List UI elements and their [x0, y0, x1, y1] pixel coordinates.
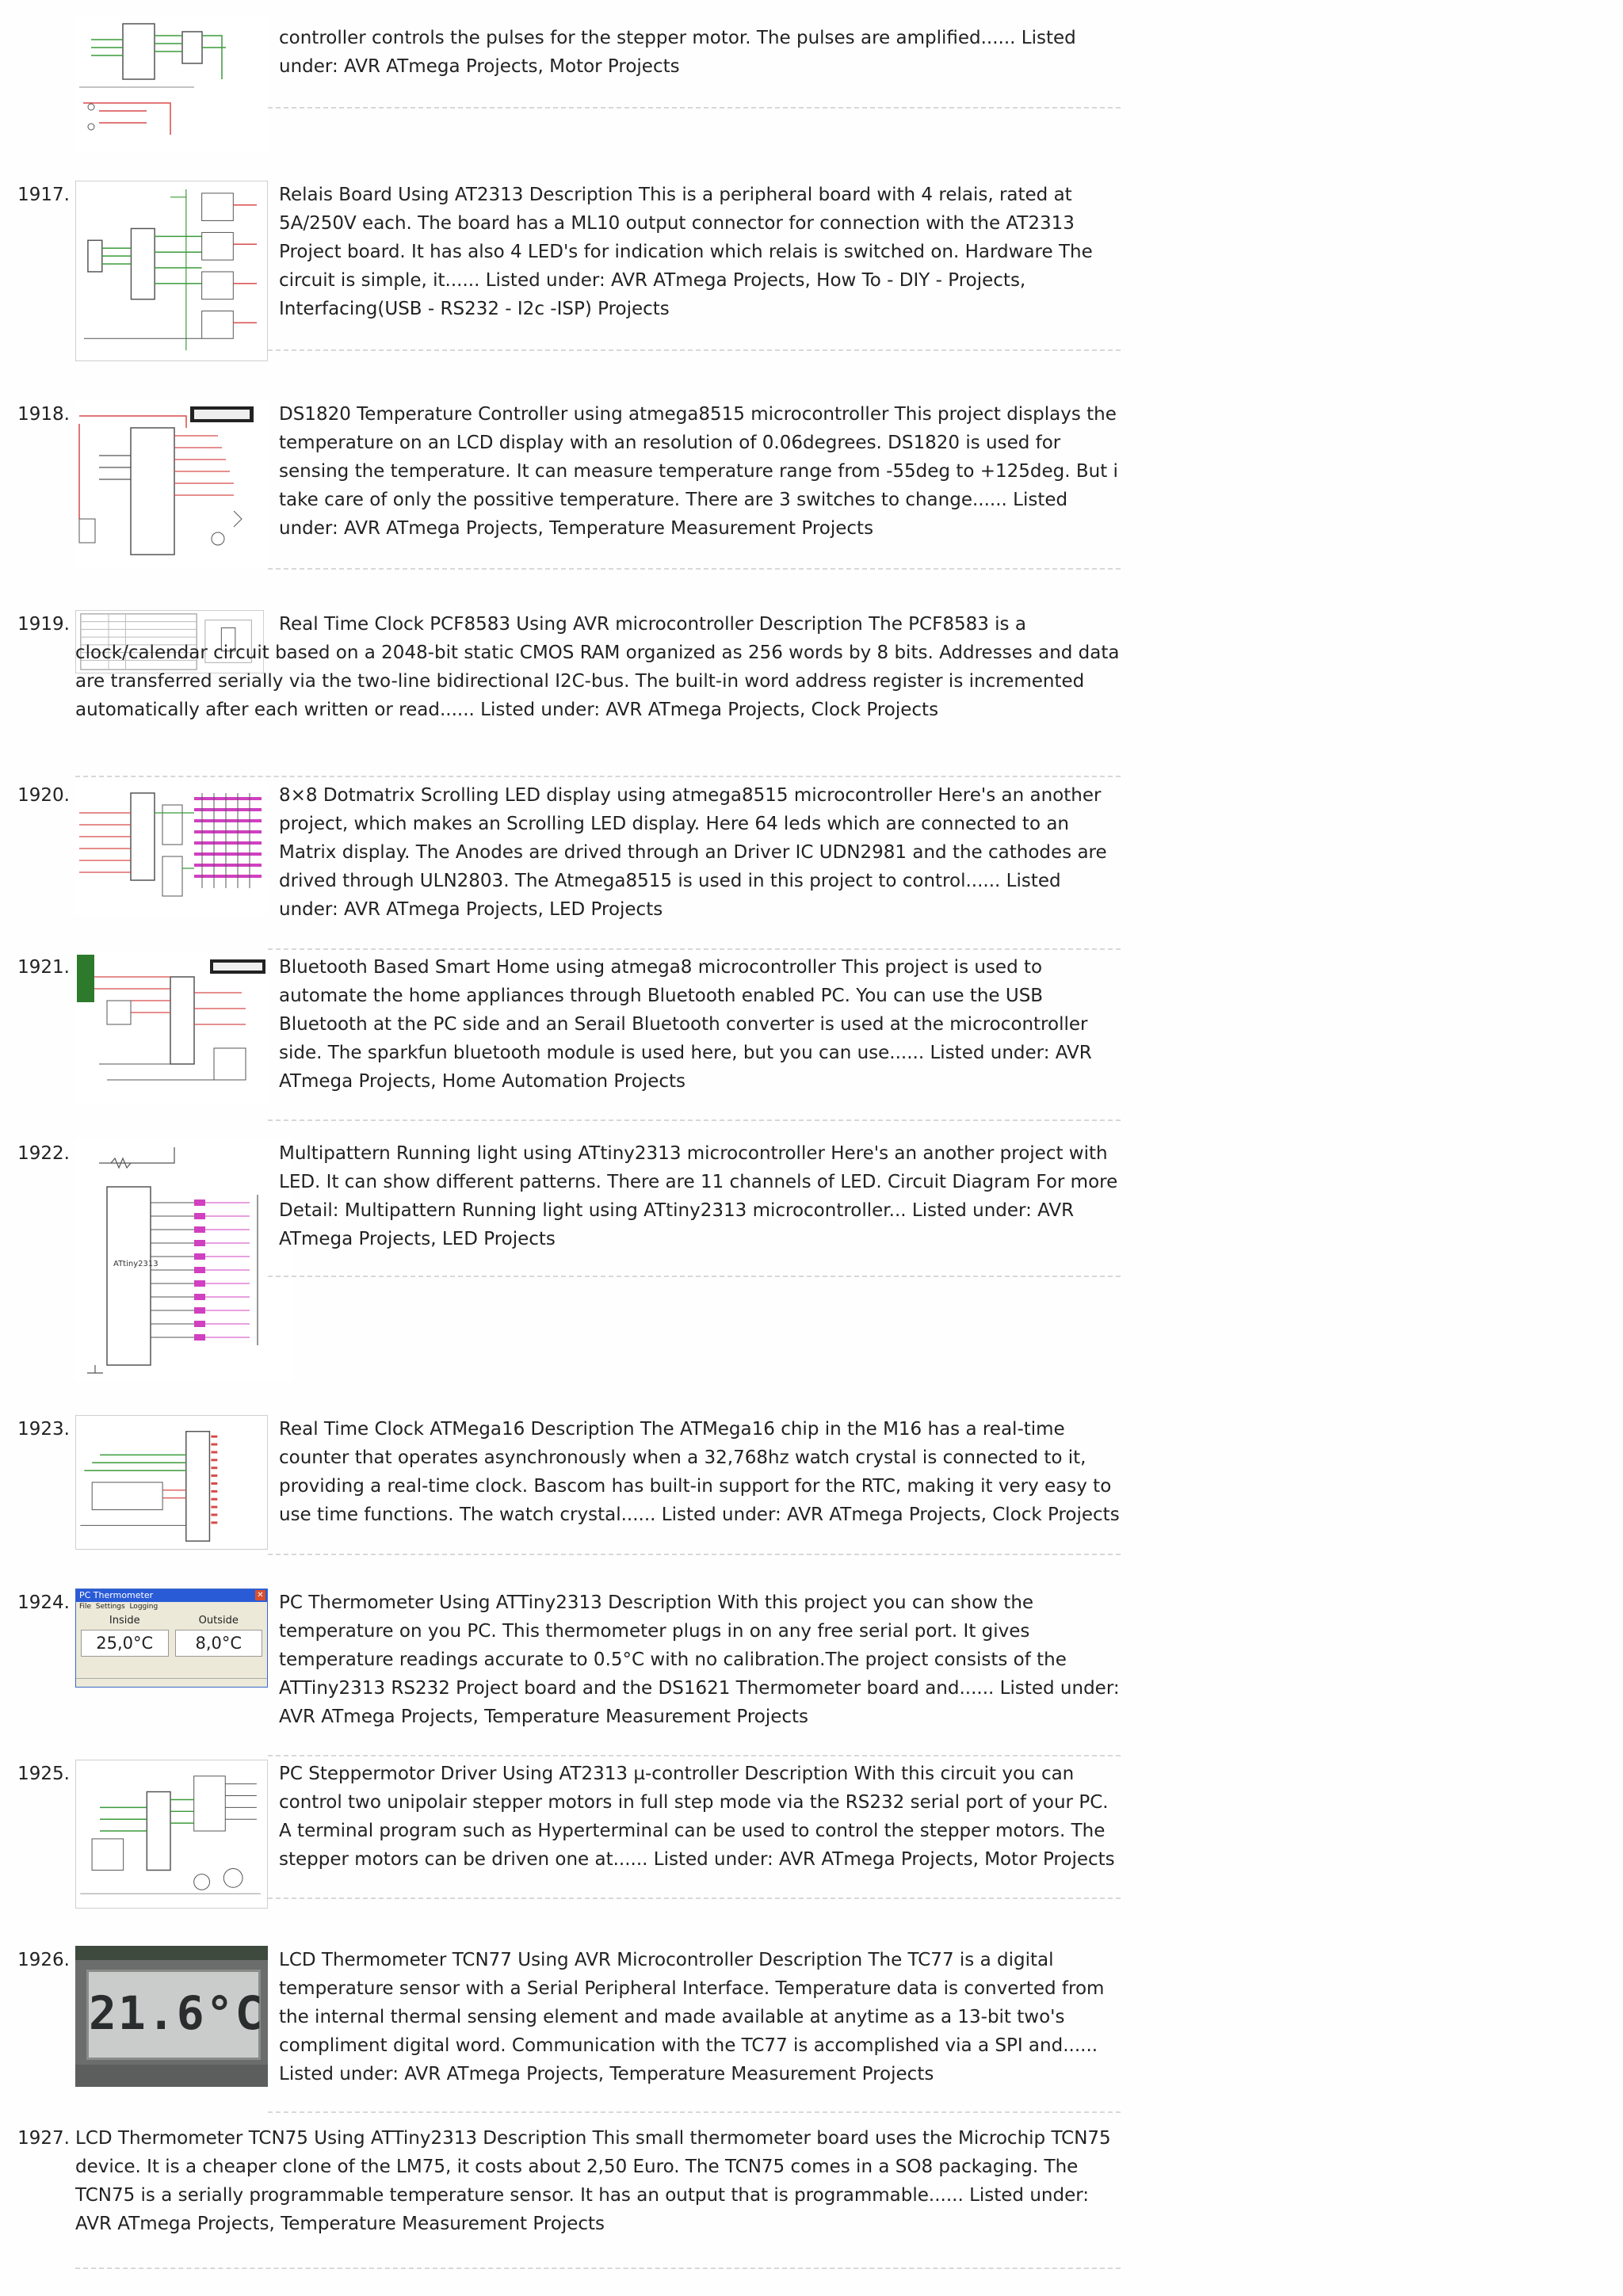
schematic-thumbnail[interactable] [75, 181, 268, 361]
outside-label: Outside [198, 1615, 239, 1627]
window-title-bar [76, 1589, 267, 1602]
entry-description: 8×8 Dotmatrix Scrolling LED display using atmega8515 microcontroller Here's an another project, which makes an Scrolling LED display. Here 64 leds which are connected to an Matrix display. The Anodes are drived through an Driver IC UDN2981 and the cathodes are drived through ULN2803. The Atmega8515 is used in this project to control...... Listed under: AVR ATmega Projects, LED Projects [279, 785, 1107, 920]
entry-number: 1919. [17, 614, 70, 635]
schematic-thumbnail[interactable] [75, 953, 268, 1104]
menu-logging[interactable]: Logging [129, 1603, 158, 1611]
separator [268, 948, 1121, 950]
separator [75, 776, 1121, 777]
inside-value: 25,0°C [81, 1630, 169, 1657]
entry-description: Relais Board Using AT2313 Description This is a peripheral board with 4 relais, rated at 5A/250V each. The board has a ML10 output connector for connection with the AT2313 Project board. It has also 4 LED's for indication which relais is switched on. Hardware The circuit is simple, it...... Listed under: AVR ATmega Projects, How To - DIY - Projects, Interfacing(USB - RS232 - I2c -ISP) Projects [279, 185, 1093, 319]
separator [268, 1554, 1121, 1555]
schematic-thumbnail[interactable] [75, 1760, 268, 1909]
schematic-thumbnail[interactable] [75, 1139, 293, 1381]
menu-file[interactable]: File [79, 1603, 92, 1611]
entry-number: 1924. [17, 1592, 70, 1613]
entry-description: Multipattern Running light using ATtiny2313 microcontroller Here's an another project with LED. It can show different patterns. There are 11 channels of LED. Circuit Diagram For more Detail: Multipattern Running light using ATtiny2313 microcontroller... Listed under: AVR ATmega Projects, LED Projects [279, 1143, 1118, 1249]
entry-description: controller controls the pulses for the stepper motor. The pulses are amplified...... Listed under: AVR ATmega Projects, Motor Projects [279, 28, 1076, 77]
window-status-bar [76, 1678, 267, 1687]
separator [268, 568, 1121, 570]
close-icon[interactable]: ✕ [255, 1590, 265, 1600]
app-window-thumbnail[interactable] [75, 1589, 268, 1688]
separator [268, 1897, 1121, 1899]
entry-description: Bluetooth Based Smart Home using atmega8 microcontroller This project is used to automate the home appliances through Bluetooth enabled PC. You can use the USB Bluetooth at the PC side and an Serail Bluetooth converter is used at the microcontroller side. The sparkfun bluetooth module is used here, but you can use...... Listed under: AVR ATmega Projects, Home Automation Projects [279, 957, 1092, 1092]
separator [268, 107, 1121, 109]
lcd-readout: 21.6°C [89, 1986, 265, 2040]
entry-number: 1927. [17, 2128, 70, 2149]
chip-label: ATtiny2313 [113, 1260, 158, 1268]
window-menu [76, 1602, 267, 1611]
entry-number: 1922. [17, 1143, 70, 1164]
separator [75, 2267, 1121, 2269]
separator [268, 1119, 1121, 1121]
entry-description: Real Time Clock ATMega16 Description The ATMega16 chip in the M16 has a real-time counter that operates asynchronously when a 32,768hz watch crystal is connected to it, providing a real-time clock. Bascom has built-in support for the RTC, making it very easy to use time functions. The watch crystal...... Listed under: AVR ATmega Projects, Clock Projects [279, 1419, 1120, 1525]
schematic-thumbnail[interactable] [75, 400, 268, 568]
entry-description: DS1820 Temperature Controller using atmega8515 microcontroller This project displays the temperature on an LCD display with an resolution of 0.06degrees. DS1820 is used for sensing the temperature. It can measure temperature range from -55deg to +125deg. But i take care of only the possitive temperature. There are 3 switches to change...... Listed under: AVR ATmega Projects, Temperature Measurement Projects [279, 404, 1118, 539]
entry-description: LCD Thermometer TCN77 Using AVR Microcontroller Description The TC77 is a digital temperature sensor with a Serial Peripheral Interface. Temperature data is converted from the internal thermal sensing element and made available at anytime as a 13-bit two's compliment digital word. Communication with the TC77 is accomplished via a SPI and...... Listed under: AVR ATmega Projects, Temperature Measurement Projects [279, 1950, 1105, 2084]
entry-number: 1918. [17, 404, 70, 425]
separator [268, 2111, 1121, 2113]
window-title: PC Thermometer [79, 1590, 154, 1600]
entry-description: Real Time Clock PCF8583 Using AVR microcontroller Description The PCF8583 is a clock/calendar circuit based on a 2048-bit static CMOS RAM organized as 256 words by 8 bits. Addresses and data are transferred serially via the two-line bidirectional I2C-bus. The built-in word address register is incremented automatically after each written or read...... Listed under: AVR ATmega Projects, Clock Projects [75, 614, 1120, 720]
menu-settings[interactable]: Settings [95, 1603, 125, 1611]
inside-label: Inside [109, 1615, 140, 1627]
lcd-panel [86, 1970, 265, 2060]
entry-number: 1926. [17, 1950, 70, 1970]
lcd-photo-thumbnail[interactable] [75, 1946, 268, 2087]
entry-number: 1917. [17, 185, 70, 205]
separator [268, 1276, 1121, 1277]
entry-number: 1923. [17, 1419, 70, 1440]
entry-number: 1925. [17, 1764, 70, 1784]
entry-description: PC Thermometer Using ATTiny2313 Description With this project you can show the temperature on you PC. This thermometer plugs in on any free serial port. It gives temperature readings accurate to 0.5°C with no calibration.The project consists of the ATTiny2313 RS232 Project board and the DS1621 Thermometer board and...... Listed under: AVR ATmega Projects, Temperature Measurement Projects [279, 1592, 1120, 1727]
outside-value: 8,0°C [175, 1630, 263, 1657]
schematic-thumbnail[interactable] [75, 1415, 268, 1550]
entry-description: LCD Thermometer TCN75 Using ATTiny2313 Description This small thermometer board uses the Microchip TCN75 device. It is a cheaper clone of the LM75, it costs about 2,50 Euro. The TCN75 comes in a SO8 packaging. The TCN75 is a serially programmable temperature sensor. It has an output that is programmable...... Listed under: AVR ATmega Projects, Temperature Measurement Projects [75, 2128, 1111, 2234]
schematic-thumbnail[interactable] [75, 16, 269, 151]
entry-number: 1920. [17, 785, 70, 806]
entry-description: PC Steppermotor Driver Using AT2313 µ-controller Description With this circuit you can control two unipolair stepper motors in full step mode via the RS232 serial port of your PC. A terminal program such as Hyperterminal can be used to control the stepper motors. The stepper motors can be driven one at...... Listed under: AVR ATmega Projects, Motor Projects [279, 1764, 1115, 1870]
schematic-thumbnail[interactable] [75, 781, 268, 916]
separator [268, 1755, 1121, 1756]
separator [268, 349, 1121, 351]
entry-number: 1921. [17, 957, 70, 978]
